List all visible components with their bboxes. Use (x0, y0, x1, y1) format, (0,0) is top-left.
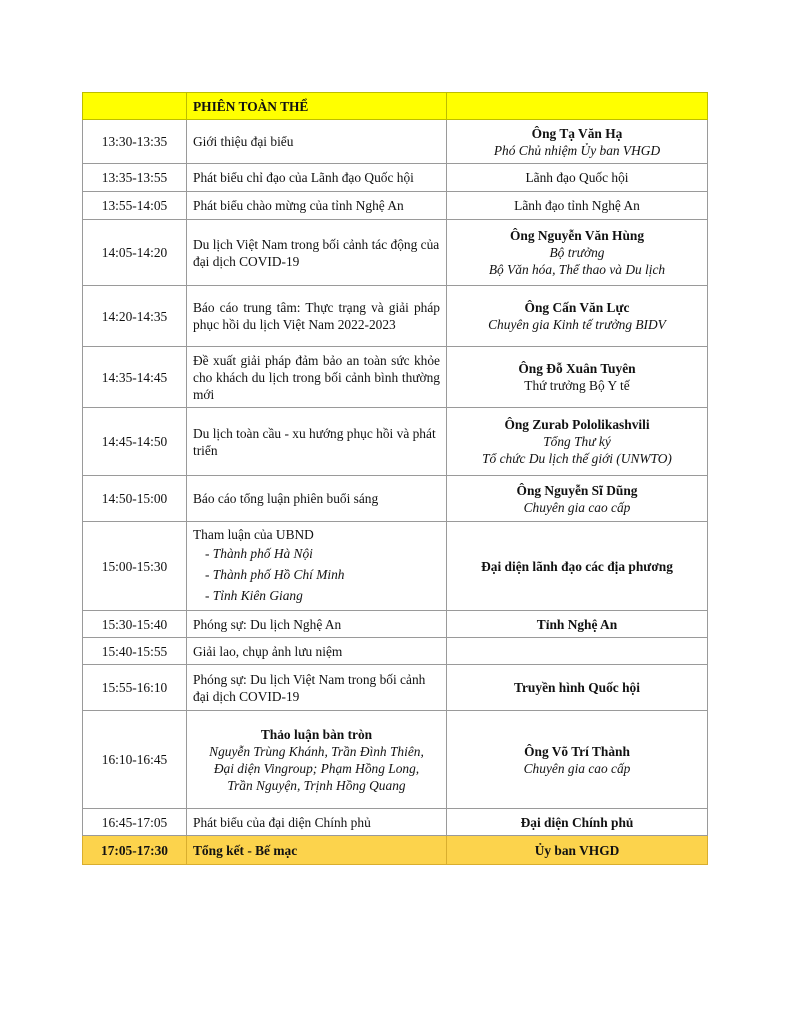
topic-cell: Phát biểu của đại diện Chính phủ (187, 809, 447, 836)
speaker-name: Ông Zurab Pololikashvili (504, 417, 650, 432)
speaker-cell (447, 120, 708, 164)
table-row (83, 638, 708, 665)
header-time-cell (83, 93, 187, 120)
speaker-name: Ông Nguyễn Sĩ Dũng (516, 482, 638, 498)
table-row (83, 809, 708, 836)
speaker-cell: Lãnh đạo tỉnh Nghệ An (447, 192, 708, 220)
speaker-cell: Lãnh đạo Quốc hội (447, 164, 708, 192)
time-cell: 14:05-14:20 (83, 220, 187, 286)
time-cell: 13:35-13:55 (83, 164, 187, 192)
speaker-role: Phó Chủ nhiệm Ủy ban VHGD (493, 142, 661, 158)
time-cell: 15:30-15:40 (83, 611, 187, 638)
speaker-cell (447, 286, 708, 347)
roundtable-participants: Nguyễn Trùng Khánh, Trần Đình Thiên, Đại diện Vingroup; Phạm Hồng Long, Trần Nguyện, Trịnh Hồng Quang (209, 743, 424, 793)
topic-cell: Đề xuất giải pháp đảm bảo an toàn sức khỏe cho khách du lịch trong bối cảnh bình thường mới (187, 347, 447, 408)
speaker-name: Ông Cấn Văn Lực (524, 300, 630, 315)
header-speaker-cell (447, 93, 708, 120)
speaker-organization: Tổ chức Du lịch thế giới (UNWTO) (482, 451, 672, 466)
speaker-cell: Truyền hình Quốc hội (447, 665, 708, 711)
topic-cell: Báo cáo trung tâm: Thực trạng và giải pháp phục hồi du lịch Việt Nam 2022-2023 (187, 286, 447, 347)
table-row (83, 408, 708, 476)
topic-cell: Phát biểu chào mừng của tỉnh Nghệ An (187, 192, 447, 220)
speaker-cell (447, 408, 708, 476)
time-cell: 16:45-17:05 (83, 809, 187, 836)
time-cell: 15:40-15:55 (83, 638, 187, 665)
topic-cell: Du lịch toàn cầu - xu hướng phục hồi và phát triển (187, 408, 447, 476)
speaker-cell (447, 638, 708, 665)
speaker-role: Bộ trưởng (549, 245, 605, 260)
time-cell: 17:05-17:30 (83, 836, 187, 865)
sub-item: - Thành phố Hà Nội (205, 546, 313, 561)
topic-cell: Tổng kết - Bế mạc (187, 836, 447, 865)
topic-cell: Phát biểu chỉ đạo của Lãnh đạo Quốc hội (187, 164, 447, 192)
speaker-name: Ông Võ Trí Thành (524, 743, 630, 759)
speaker-cell: Tỉnh Nghệ An (447, 611, 708, 638)
sub-item: - Thành phố Hồ Chí Minh (205, 567, 345, 582)
time-cell: 15:00-15:30 (83, 522, 187, 611)
speaker-role: Chuyên gia cao cấp (523, 499, 631, 515)
speaker-cell (447, 220, 708, 286)
time-cell: 13:30-13:35 (83, 120, 187, 164)
table-row (83, 192, 708, 220)
speaker-cell: Đại diện Chính phủ (447, 809, 708, 836)
sub-item: - Tỉnh Kiên Giang (205, 588, 303, 603)
time-cell: 14:50-15:00 (83, 476, 187, 522)
topic-cell: Báo cáo tổng luận phiên buổi sáng (187, 476, 447, 522)
table-row (83, 120, 708, 164)
speaker-role: Thứ trưởng Bộ Y tế (524, 378, 630, 393)
speaker-cell (447, 476, 708, 522)
time-cell: 14:45-14:50 (83, 408, 187, 476)
topic-cell: Phóng sự: Du lịch Nghệ An (187, 611, 447, 638)
table-row (83, 711, 708, 809)
speaker-cell: Đại diện lãnh đạo các địa phương (447, 522, 708, 611)
table-row (83, 220, 708, 286)
time-cell: 14:35-14:45 (83, 347, 187, 408)
time-cell: 13:55-14:05 (83, 192, 187, 220)
section-title: PHIÊN TOÀN THỂ (187, 93, 447, 120)
speaker-name: Ông Đỗ Xuân Tuyên (518, 361, 636, 376)
speaker-cell (447, 347, 708, 408)
speaker-cell (447, 711, 708, 809)
speaker-role: Tổng Thư ký (543, 434, 611, 449)
table-row (83, 164, 708, 192)
topic-cell: Du lịch Việt Nam trong bối cảnh tác động của đại dịch COVID-19 (187, 220, 447, 286)
topic-cell (187, 711, 447, 809)
speaker-name: Ông Tạ Văn Hạ (531, 125, 623, 141)
topic-cell (187, 522, 447, 611)
speaker-role: Chuyên gia Kinh tế trưởng BIDV (488, 317, 666, 332)
table-row (83, 665, 708, 711)
speaker-name: Ông Nguyễn Văn Hùng (509, 228, 645, 243)
time-cell: 16:10-16:45 (83, 711, 187, 809)
topic-cell: Giải lao, chụp ảnh lưu niệm (187, 638, 447, 665)
speaker-cell: Ủy ban VHGD (447, 836, 708, 865)
speaker-organization: Bộ Văn hóa, Thể thao và Du lịch (488, 262, 666, 277)
table-row (83, 476, 708, 522)
time-cell: 14:20-14:35 (83, 286, 187, 347)
section-header-row (83, 93, 708, 120)
roundtable-title: Thảo luận bàn tròn (260, 726, 373, 742)
agenda-table (82, 92, 708, 865)
table-row (83, 611, 708, 638)
time-cell: 15:55-16:10 (83, 665, 187, 711)
topic-text: Tham luận của UBND (193, 527, 314, 542)
table-row (83, 286, 708, 347)
topic-cell: Giới thiệu đại biểu (187, 120, 447, 164)
speaker-role: Chuyên gia cao cấp (523, 760, 631, 776)
table-row (83, 347, 708, 408)
table-row (83, 522, 708, 611)
closing-row (83, 836, 708, 865)
topic-cell: Phóng sự: Du lịch Việt Nam trong bối cảnh đại dịch COVID-19 (187, 665, 447, 711)
